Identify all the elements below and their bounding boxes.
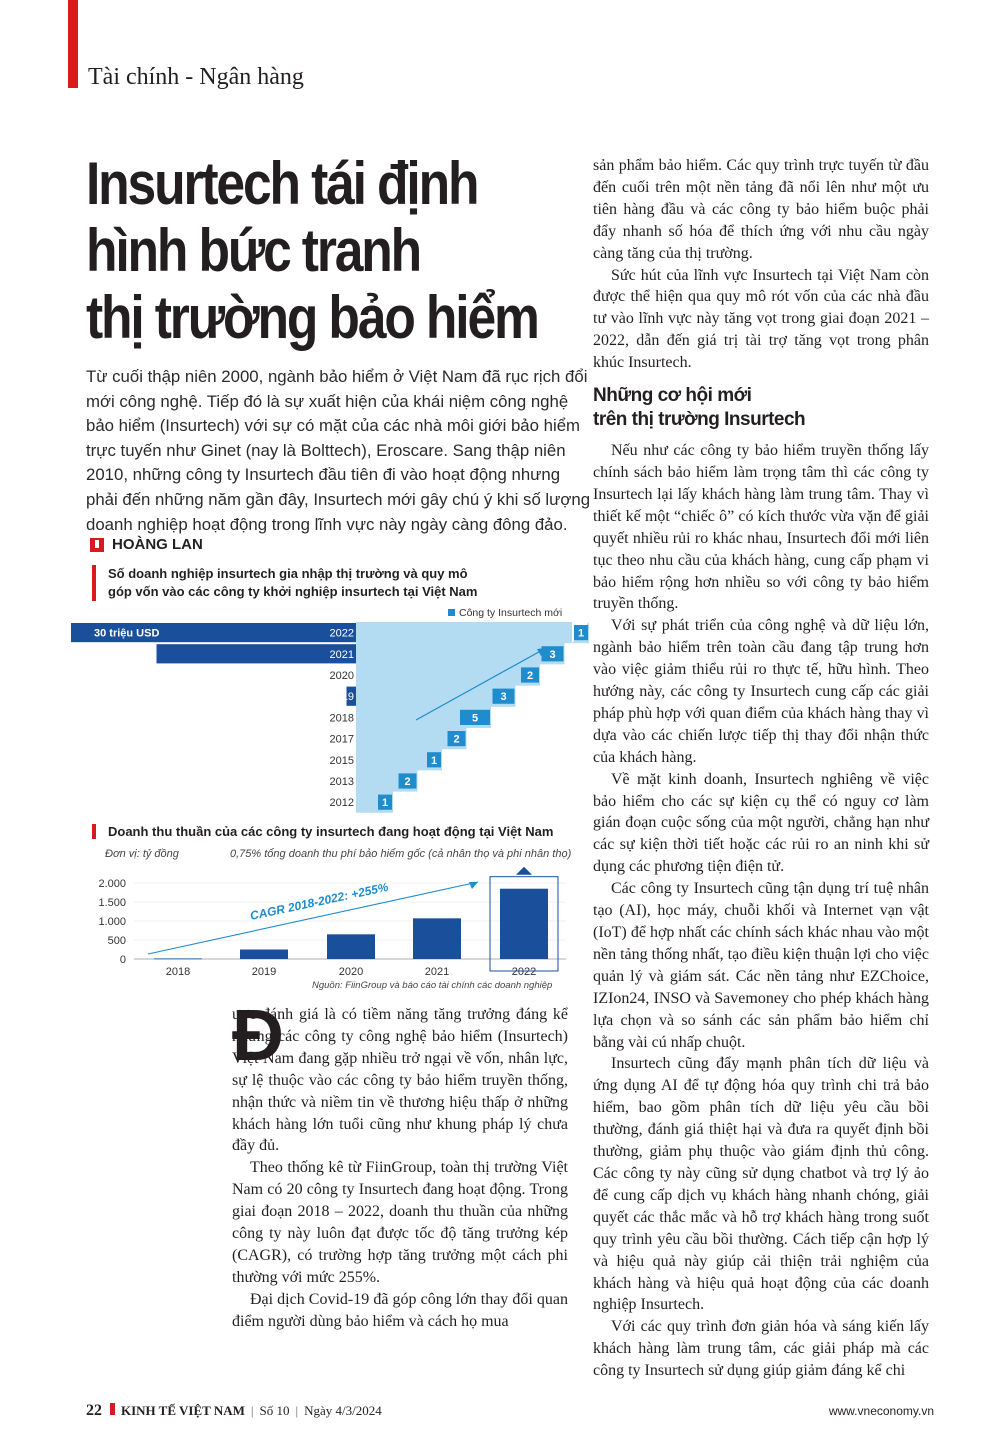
author-name: HOÀNG LAN xyxy=(112,536,203,553)
year-label: 2015 xyxy=(329,754,354,767)
year-label: 2022 xyxy=(329,627,354,640)
startup-count-label: 1 xyxy=(430,754,438,767)
y-tick-label: 1.000 xyxy=(98,916,126,928)
x-tick-label: 2021 xyxy=(424,966,450,978)
year-label: 2019 xyxy=(329,691,354,704)
cagr-arrow-head xyxy=(469,882,478,889)
subheading-line: Những cơ hội mới xyxy=(593,385,752,407)
funding-value-label: 30 triệu USD xyxy=(94,627,160,640)
section-title: Tài chính - Ngân hàng xyxy=(88,64,304,90)
paragraph: Theo thống kê từ FiinGroup, toàn thị trường Việt Nam có 20 công ty Insurtech đang hoạt động. Trong giai đoạn 2018 – 2022, doanh thu thuần của những công ty này luôn đạt được tốc độ tăng trưởng kép (CAGR), có trường hợp tăng trưởng một cách phi thường với mức 255%. xyxy=(232,1159,568,1286)
chart1-title-line: góp vốn vào các công ty khởi nghiệp insurtech tại Việt Nam xyxy=(108,584,478,599)
y-tick-label: 500 xyxy=(107,935,126,947)
y-tick-label: 1.500 xyxy=(98,897,126,909)
startup-count-label: 1 xyxy=(577,627,585,640)
chart1-startups-funding xyxy=(86,600,585,818)
paragraph: Với sự phát triển của công nghệ và dữ liệu lớn, ngành bảo hiểm trên toàn cầu đang tập trung hơn vào việc giảm thiểu rủi ro thực tế, hữu hình. Theo hướng này, các công ty Insurtech cung cấp các giải pháp phù hợp với quan điểm của khách hàng thay vì dựa vào các chiến lược tiếp thị thay đổi nhận thức của khách hàng. xyxy=(593,617,929,766)
separator: | xyxy=(295,1403,299,1418)
section-marker xyxy=(68,0,78,88)
startup-count-label: 2 xyxy=(453,733,460,746)
year-label: 2012 xyxy=(329,797,354,810)
legend-label: Công ty Insurtech mới xyxy=(459,607,563,619)
cagr-annotation: CAGR 2018-2022: +255% xyxy=(248,879,390,923)
chart2-source: Nguồn: FiinGroup và báo cáo tài chính các doanh nghiệp xyxy=(312,980,553,991)
revenue-bar xyxy=(154,958,202,959)
lead-line: Từ cuối thập niên 2000, ngành bảo hiểm ở Việt Nam đã rục rịch đổi xyxy=(86,367,588,386)
article-column-right xyxy=(593,155,929,1382)
x-tick-label: 2020 xyxy=(338,966,364,978)
lead-line: 2010, những công ty Insurtech đầu tiên đi vào hoạt động nhưng xyxy=(86,465,561,485)
footer-marker xyxy=(110,1403,115,1415)
year-label: 2020 xyxy=(329,670,354,682)
startup-count-label: 3 xyxy=(500,691,507,704)
x-tick-label: 2018 xyxy=(165,966,191,978)
website-link[interactable]: www.vneconomy.vn xyxy=(828,1404,934,1418)
chart2-title: Doanh thu thuần của các công ty insurtech đang hoạt động tại Việt Nam xyxy=(92,824,553,839)
startup-count-label: 2 xyxy=(526,670,534,682)
legend-swatch xyxy=(448,609,455,616)
issue-number: Số 10 xyxy=(259,1403,290,1418)
paragraph: Sức hút của lĩnh vực Insurtech tại Việt Nam còn được thể hiện qua quy mô rót vốn của các nhà đầu tư vào lĩnh vực này tăng vọt trong giai đoạn 2021 – 2022, dẫn đến giá trị tài trợ tăng vọt trong phân khúc Insurtech. xyxy=(593,266,929,372)
paragraph: sản phẩm bảo hiểm. Các quy trình trực tuyến từ đầu đến cuối trên một nền tảng đã nổi lên như một ưu tiên hàng đầu và các công ty bảo hiểm buộc phải đẩy nhanh số hóa để thích ứng với nhu cầu ngày càng tăng của thị trường. xyxy=(593,157,929,262)
separator: | xyxy=(250,1403,254,1418)
lead-line: trực tuyến như Ginet (nay là Bolttech), Eroscare. Sang thập niên xyxy=(86,440,566,460)
chart2-note: 0,75% tổng doanh thu phí bảo hiểm gốc (cả nhân thọ và phi nhân thọ) xyxy=(230,848,572,860)
chart1-title xyxy=(92,565,562,601)
issue-date: Ngày 4/3/2024 xyxy=(304,1403,382,1418)
y-tick-label: 0 xyxy=(119,954,126,966)
page-number: 22 xyxy=(86,1402,102,1419)
x-tick-label: 2019 xyxy=(251,966,277,978)
pen-icon xyxy=(90,538,104,552)
lead-line: mới công nghệ. Tiếp đó là sự xuất hiện của khái niệm công nghệ xyxy=(86,391,569,411)
lead-line: bảo hiểm (Insurtech) với sự có mặt của các nhà môi giới bảo hiểm xyxy=(86,416,581,436)
startup-count-label: 5 xyxy=(471,712,479,725)
headline-line: thị trường bảo hiểm xyxy=(86,284,538,351)
page-footer xyxy=(86,1402,934,1420)
startup-count-label: 2 xyxy=(404,776,411,788)
revenue-bar xyxy=(240,950,288,960)
paragraph: Với các quy trình đơn giản hóa và sáng kiến lấy khách hàng làm trung tâm, các giải pháp mà các công ty Insurtech sử dụng giúp giảm đáng kể chi xyxy=(593,1318,929,1380)
startup-count-label: 3 xyxy=(549,648,556,661)
drop-cap: Đ xyxy=(232,996,284,1076)
subheading-line: trên thị trường Insurtech xyxy=(593,409,806,431)
year-label: 2017 xyxy=(329,733,354,746)
paragraph: Đại dịch Covid-19 đã góp công lớn thay đổi quan điểm người dùng bảo hiểm và cách họ mua xyxy=(232,1290,568,1330)
revenue-bar xyxy=(500,889,548,959)
article-column-left xyxy=(232,1004,568,1333)
up-arrow-icon xyxy=(516,867,532,875)
year-label: 2013 xyxy=(329,776,354,788)
paragraph: Nếu như các công ty bảo hiểm truyền thống lấy chính sách bảo hiểm làm trọng tâm thì các công ty Insurtech lại lấy khách hàng làm trung tâm. Thay vì thiết kế một “chiếc ô” có kích thước vừa vặn để giải quyết nhiều rủi ro khác nhau, Insurtech đổi mới liên tục theo nhu cầu của khách hàng, cung cấp phạm vi bảo hiểm rộng hơn nhiều so với công ty bảo hiểm truyền thống. xyxy=(593,442,929,613)
revenue-bar xyxy=(327,934,375,959)
paragraph: ược đánh giá là có tiềm năng tăng trưởng đáng kể nhưng các công ty công nghệ bảo hiểm (Insurtech) Việt Nam đang gặp nhiều trở ngại về vốn, nhân lực, sự lệ thuộc vào các công ty bảo hiểm truyền thống, nhận thức và niềm tin về thương hiệu thấp ở những khách hàng lớn tuổi cũng như khung pháp lý chưa đầy đủ. xyxy=(232,1006,568,1155)
year-label: 2018 xyxy=(329,712,354,725)
magazine-name: KINH TẾ VIỆT NAM xyxy=(121,1403,245,1418)
paragraph: Các công ty Insurtech cũng tận dụng trí tuệ nhân tạo (AI), học máy, chuỗi khối và Internet vạn vật (IoT) để hợp nhất các chính sách khác nhau vào một nền tảng thống nhất, tạo điều kiện thuận lợi cho việc quản lý và giám sát. Các nền tảng như EZChoice, IZIon24, INSO và Savemoney cho phép khách hàng lựa chọn và so sánh các sản phẩm bảo hiểm chỉ bằng vài cú nhấp chuột. xyxy=(593,880,929,1051)
chart2-revenue xyxy=(86,862,572,982)
x-tick-label: 2022 xyxy=(511,966,537,978)
headline-line: hình bức tranh xyxy=(86,217,421,284)
startup-count-label: 1 xyxy=(381,797,389,810)
lead-paragraph xyxy=(86,365,591,537)
paragraph: Insurtech cũng đẩy mạnh phân tích dữ liệu và ứng dụng AI để tự động hóa quy trình chi trả bảo hiểm, bao gồm phân tích dữ liệu yêu cầu bồi thường, đánh giá thiệt hại và đưa ra quyết định bồi thường, giảm phụ thuộc vào giám định thủ công. Các công ty này cũng sử dụng chatbot và trợ lý ảo để cung cấp dịch vụ khách hàng nhanh chóng, giải quyết các thắc mắc và hỗ trợ khách hàng trong suốt quy trình yêu cầu bồi thường. Cách tiếp cận hợp lý và hiệu quả này giúp cải thiện trải nghiệm của khách hàng và hiệu quả hoạt động của các doanh nghiệp Insurtech. xyxy=(593,1055,929,1314)
byline xyxy=(90,536,203,553)
funding-bar xyxy=(157,644,357,663)
year-label: 2021 xyxy=(329,648,354,661)
headline-line: Insurtech tái định xyxy=(86,150,478,217)
lead-line: doanh nghiệp hoạt động trong lĩnh vực này ngày càng đông đảo. xyxy=(86,514,568,534)
paragraph: Về mặt kinh doanh, Insurtech nghiêng về việc bảo hiểm cho các sự kiện cụ thể có nguy cơ làm gián đoạn cuộc sống của một người, chẳng hạn như các sự kiện thời tiết hoặc các rủi ro an ninh khi sử dụng các phương tiện điện tử. xyxy=(593,770,929,876)
headline xyxy=(86,150,538,351)
subheading xyxy=(593,384,929,432)
y-tick-label: 2.000 xyxy=(98,878,126,890)
revenue-bar xyxy=(413,918,461,959)
chart2-unit: Đơn vị: tỷ đồng xyxy=(105,848,179,860)
lead-line: phải đến những năm gần đây, Insurtech mới gây chú ý khi số lượng xyxy=(86,489,591,509)
chart1-title-line: Số doanh nghiệp insurtech gia nhập thị trường và quy mô xyxy=(108,566,468,581)
